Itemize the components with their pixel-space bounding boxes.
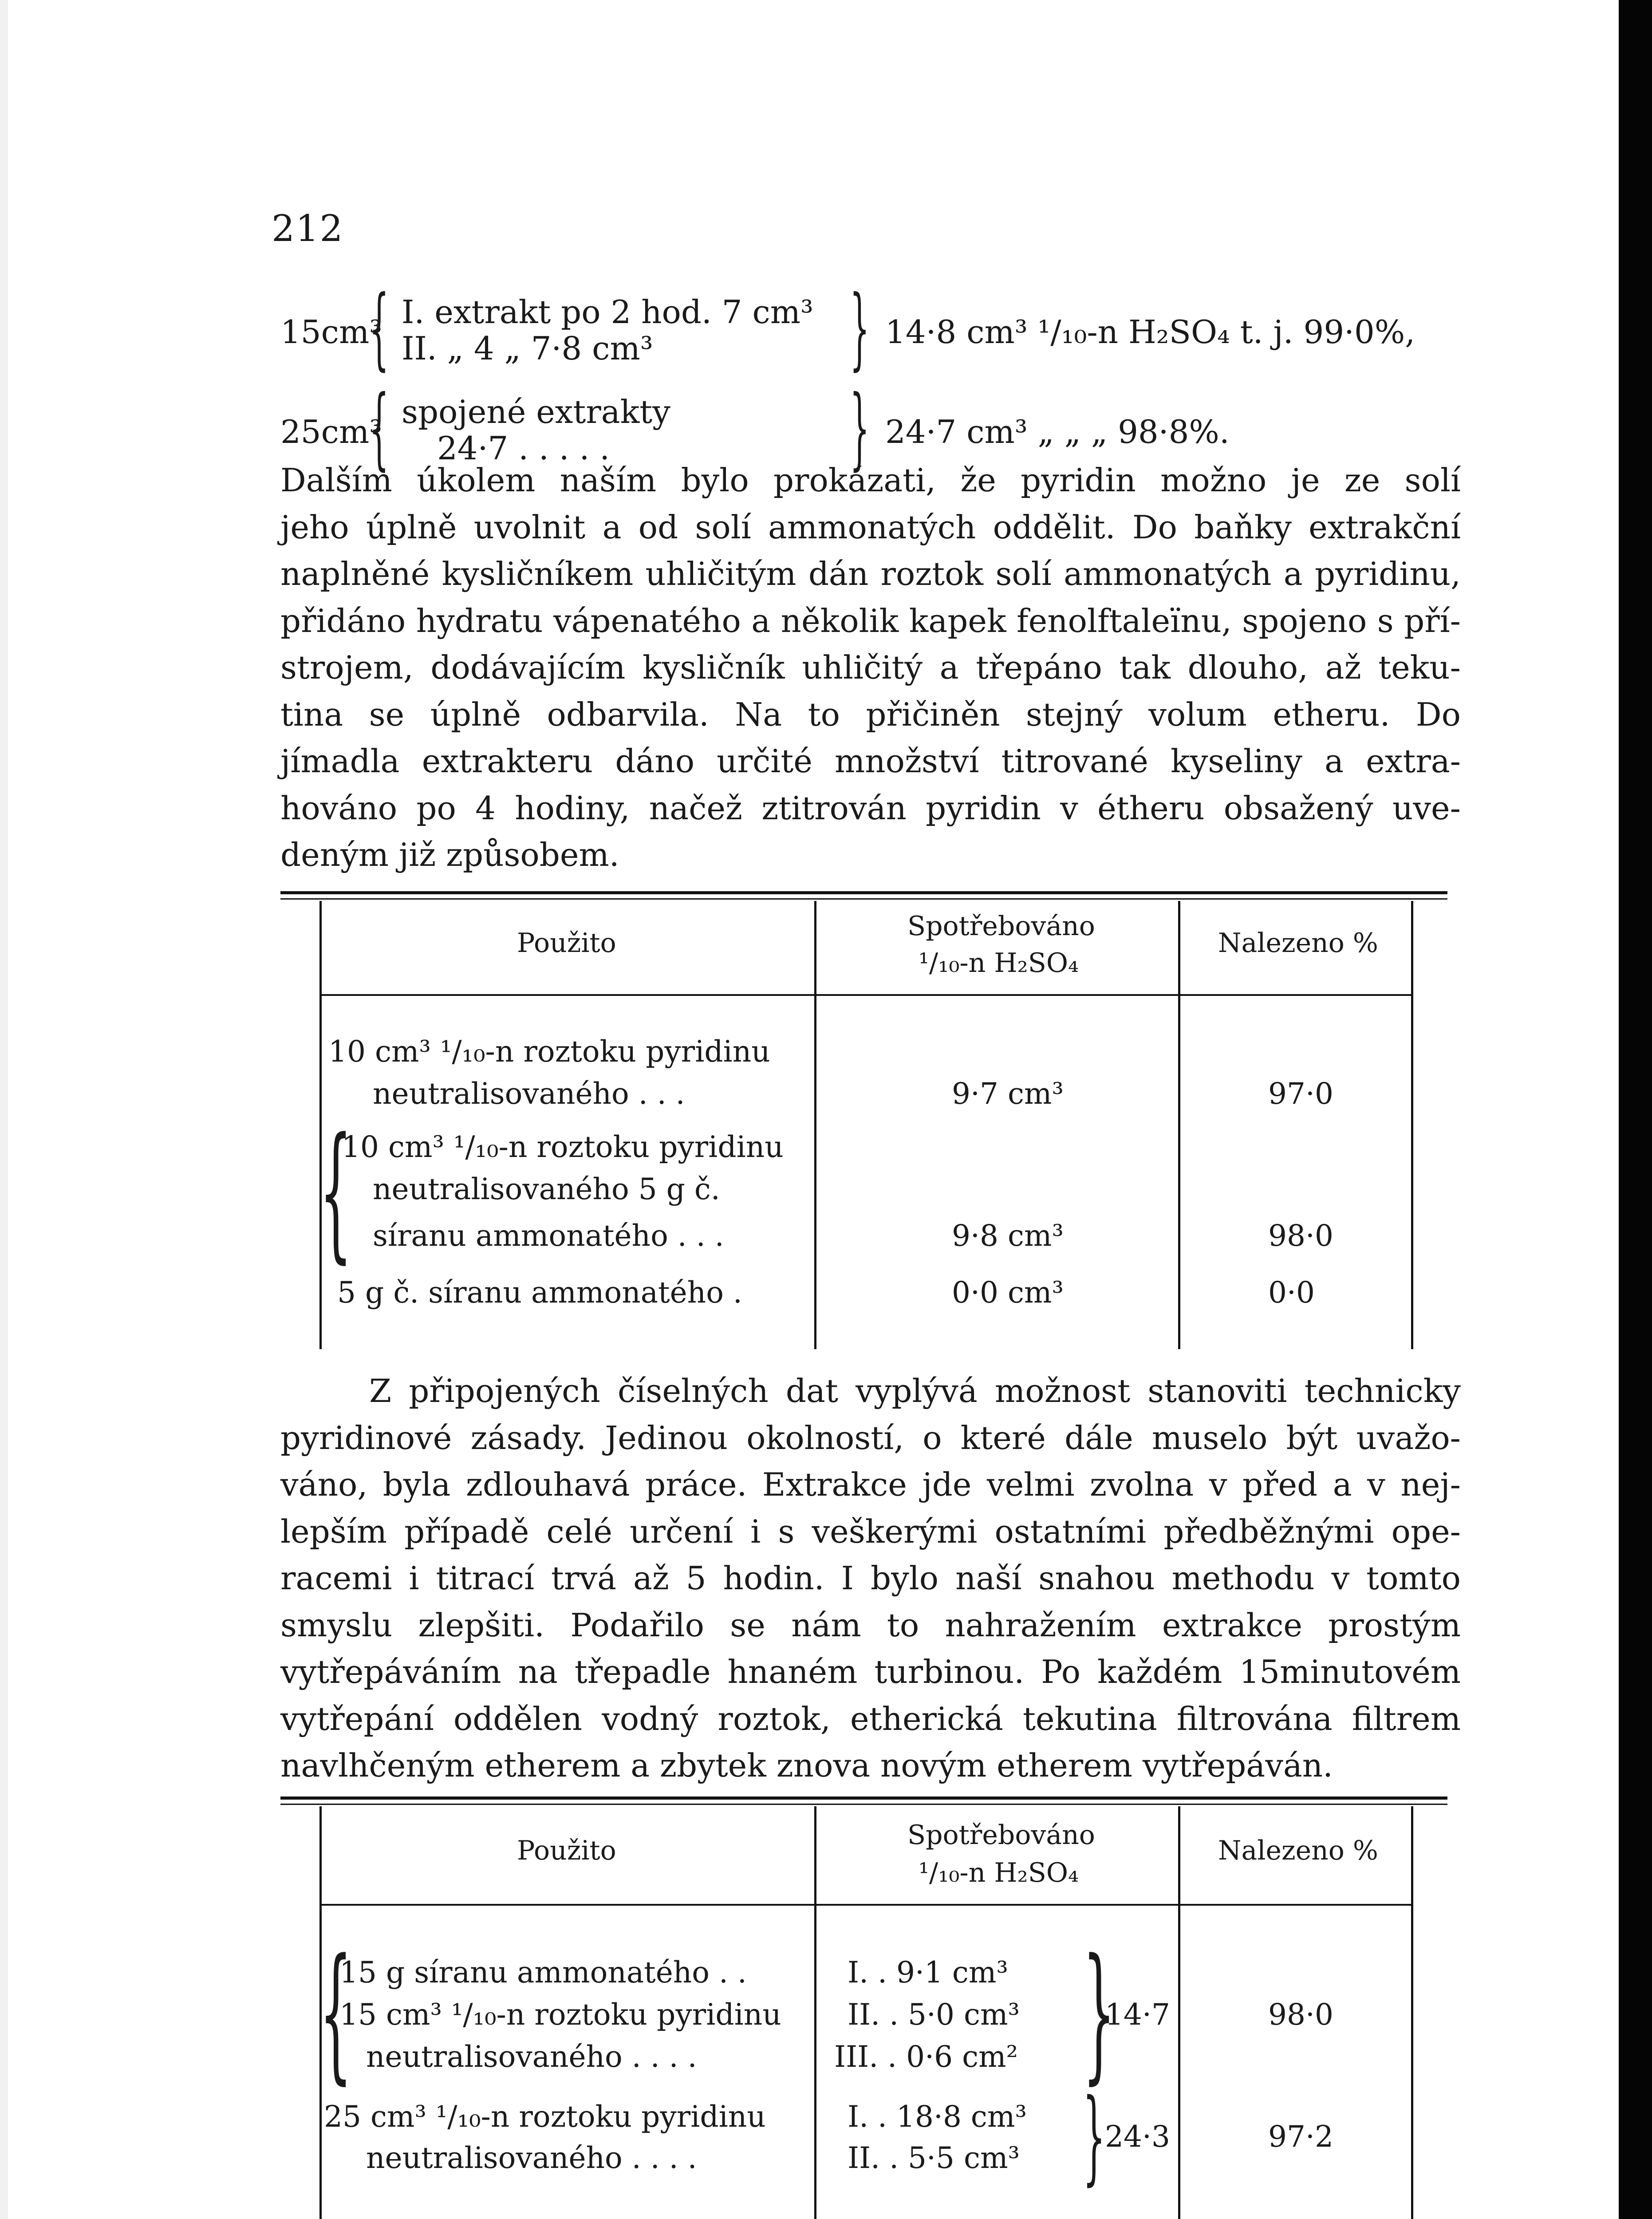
- table1-header-used: Použito: [517, 928, 616, 959]
- table1-row1-used: neutralisovaného . . .: [373, 1077, 685, 1111]
- table1-row2-used: neutralisovaného 5 g č.: [373, 1172, 720, 1206]
- formula-right-brace: }: [850, 276, 870, 380]
- paragraph-line: tina se úplně odbarvila. Na to přičiněn stejný volum etheru. Do: [280, 695, 1461, 733]
- paragraph-line: Z připojených číselných dat vyplývá možnost stanoviti technicky: [369, 1372, 1461, 1410]
- formula-row1-prefix: 15cm³: [280, 313, 382, 351]
- paragraph-line: deným již způsobem.: [280, 836, 619, 873]
- formula-row1-line-a: I. extrakt po 2 hod. 7 cm³: [402, 293, 813, 331]
- paragraph-line: racemi i titrací trvá až 5 hodin. I bylo naší snahou methodu v tomto: [280, 1560, 1461, 1597]
- table1-row1-consumed: 9·7 cm³: [952, 1077, 1064, 1111]
- paragraph-line: jeho úplně uvolnit a od solí ammonatých oddělit. Do baňky extrakční: [280, 508, 1461, 546]
- table2-header-consumed: Spotřebováno: [907, 1820, 1095, 1851]
- table2-g1-sum: 14·7: [1105, 1998, 1170, 2032]
- table2-header-used: Použito: [517, 1835, 616, 1866]
- table2-group1-brace: {: [319, 1927, 352, 2098]
- paragraph-line: Dalším úkolem naším bylo prokázati, že pyridin možno je ze solí: [280, 462, 1461, 499]
- table1-top-rule-thin: [280, 898, 1447, 900]
- table1-col-line: [1178, 901, 1180, 1349]
- formula-row2-line-b: 24·7 . . . . .: [437, 430, 610, 467]
- table2-g2-found: 97·2: [1268, 2120, 1333, 2154]
- paragraph-line: naplněné kysličníkem uhličitým dán roztok solí ammonatých a pyridinu,: [280, 555, 1461, 592]
- table1-row3-consumed: 0·0 cm³: [952, 1275, 1064, 1310]
- paragraph-line: jímadla extrakteru dáno určité množství titrované kyseliny a extra-: [280, 742, 1461, 780]
- table1-row2-brace: {: [319, 1106, 352, 1277]
- formula-left-brace-2: {: [369, 376, 389, 480]
- paragraph-line: navlhčeným etherem a zbytek znova novým etherem vytřepáván.: [280, 1747, 1333, 1784]
- table1-row2-consumed: 9·8 cm³: [952, 1219, 1064, 1253]
- table2-g2-used: neutralisovaného . . . .: [366, 2141, 697, 2175]
- table2-g1-used: neutralisovaného . . . .: [366, 2040, 697, 2074]
- paragraph-line: strojem, dodávajícím kysličník uhličitý a třepáno tak dlouho, až teku-: [280, 649, 1461, 686]
- table1-header-acid: ¹/₁₀-n H₂SO₄: [919, 948, 1079, 979]
- table2-header-found: Nalezeno %: [1218, 1835, 1378, 1866]
- table2-header-acid: ¹/₁₀-n H₂SO₄: [919, 1857, 1079, 1888]
- paragraph-line: smyslu zlepšiti. Podařilo se nám to nahražením extrakce prostým: [280, 1606, 1461, 1644]
- paragraph-line: pyridinové zásady. Jedinou okolností, o které dále muselo být uvažo-: [280, 1419, 1461, 1457]
- table2-g2-sum: 24·3: [1105, 2120, 1170, 2154]
- table2-g1-used: 15 cm³ ¹/₁₀-n roztoku pyridinu: [339, 1998, 781, 2032]
- table1-row1-used: 10 cm³ ¹/₁₀-n roztoku pyridinu: [328, 1034, 770, 1069]
- table2-g1-consumed: II. . 5·0 cm³: [848, 1998, 1020, 2032]
- table2-top-rule: [280, 1797, 1447, 1800]
- table1-col-line: [1411, 901, 1413, 1349]
- formula-row2-line-a: spojené extrakty: [402, 393, 670, 430]
- formula-right-brace-2: }: [850, 376, 870, 480]
- table1-row3-found: 0·0: [1268, 1275, 1315, 1310]
- table1-row1-found: 97·0: [1268, 1077, 1333, 1111]
- paragraph-line: váno, byla zdlouhavá práce. Extrakce jde velmi zvolna v před a v nej-: [280, 1466, 1461, 1503]
- table2-top-rule-thin: [280, 1804, 1447, 1805]
- paragraph-1: [280, 457, 1461, 879]
- table2-group1-sum-brace: }: [1083, 1927, 1116, 2098]
- table1-header-rule: [319, 994, 1411, 996]
- scan-right-edge: [1619, 0, 1652, 2219]
- table2-g1-used: 15 g síranu ammonatého . .: [339, 1955, 747, 1990]
- table2-g2-used: 25 cm³ ¹/₁₀-n roztoku pyridinu: [324, 2100, 766, 2134]
- table2-g2-consumed: I. . 18·8 cm³: [848, 2100, 1027, 2134]
- table2-group2-sum-brace: }: [1083, 2077, 1106, 2196]
- table1-header-consumed: Spotřebováno: [907, 911, 1095, 942]
- table1-row2-used: síranu ammonatého . . .: [373, 1219, 724, 1253]
- table1-row2-found: 98·0: [1268, 1219, 1333, 1253]
- paragraph-line: vytřepání oddělen vodný roztok, etherická tekutina filtrována filtrem: [280, 1700, 1461, 1737]
- formula-row2-result: 24·7 cm³ „ „ „ 98·8%.: [885, 413, 1230, 450]
- table2-header-rule: [319, 1904, 1411, 1906]
- scan-left-edge: [0, 0, 8, 2219]
- formula-row1-result: 14·8 cm³ ¹/₁₀-n H₂SO₄ t. j. 99·0%,: [885, 313, 1415, 351]
- table1-col-line: [814, 901, 816, 1349]
- paragraph-line: vytřepáváním na třepadle hnaném turbinou. Po každém 15minutovém: [280, 1653, 1461, 1690]
- table2-g1-consumed: I. . 9·1 cm³: [848, 1955, 1008, 1990]
- table2-col-line: [1178, 1806, 1180, 2219]
- table2-g1-found: 98·0: [1268, 1998, 1333, 2032]
- paragraph-line: hováno po 4 hodiny, načež ztitrován pyridin v étheru obsažený uve-: [280, 789, 1461, 827]
- formula-left-brace: {: [369, 276, 389, 380]
- table1-row3-used: 5 g č. síranu ammonatého .: [337, 1275, 742, 1310]
- table2-col-line: [814, 1806, 816, 2219]
- paragraph-line: přidáno hydratu vápenatého a několik kapek fenolftaleïnu, spojeno s pří-: [280, 602, 1461, 640]
- table2-g1-consumed: III. . 0·6 cm²: [834, 2040, 1018, 2074]
- table1-top-rule: [280, 891, 1447, 894]
- paragraph-2: [280, 1368, 1461, 1789]
- table2-col-line: [1411, 1806, 1413, 2219]
- table1-header-found: Nalezeno %: [1218, 928, 1378, 959]
- formula-row2-prefix: 25cm³: [280, 413, 382, 450]
- table1-row2-used: 10 cm³ ¹/₁₀-n roztoku pyridinu: [342, 1130, 784, 1164]
- formula-row1-line-b: II. „ 4 „ 7·8 cm³: [402, 330, 653, 367]
- paragraph-line: lepším případě celé určení i s veškerými ostatními předběžnými ope-: [280, 1512, 1461, 1550]
- page-number: 212: [272, 208, 344, 250]
- table2-g2-consumed: II. . 5·5 cm³: [848, 2141, 1020, 2175]
